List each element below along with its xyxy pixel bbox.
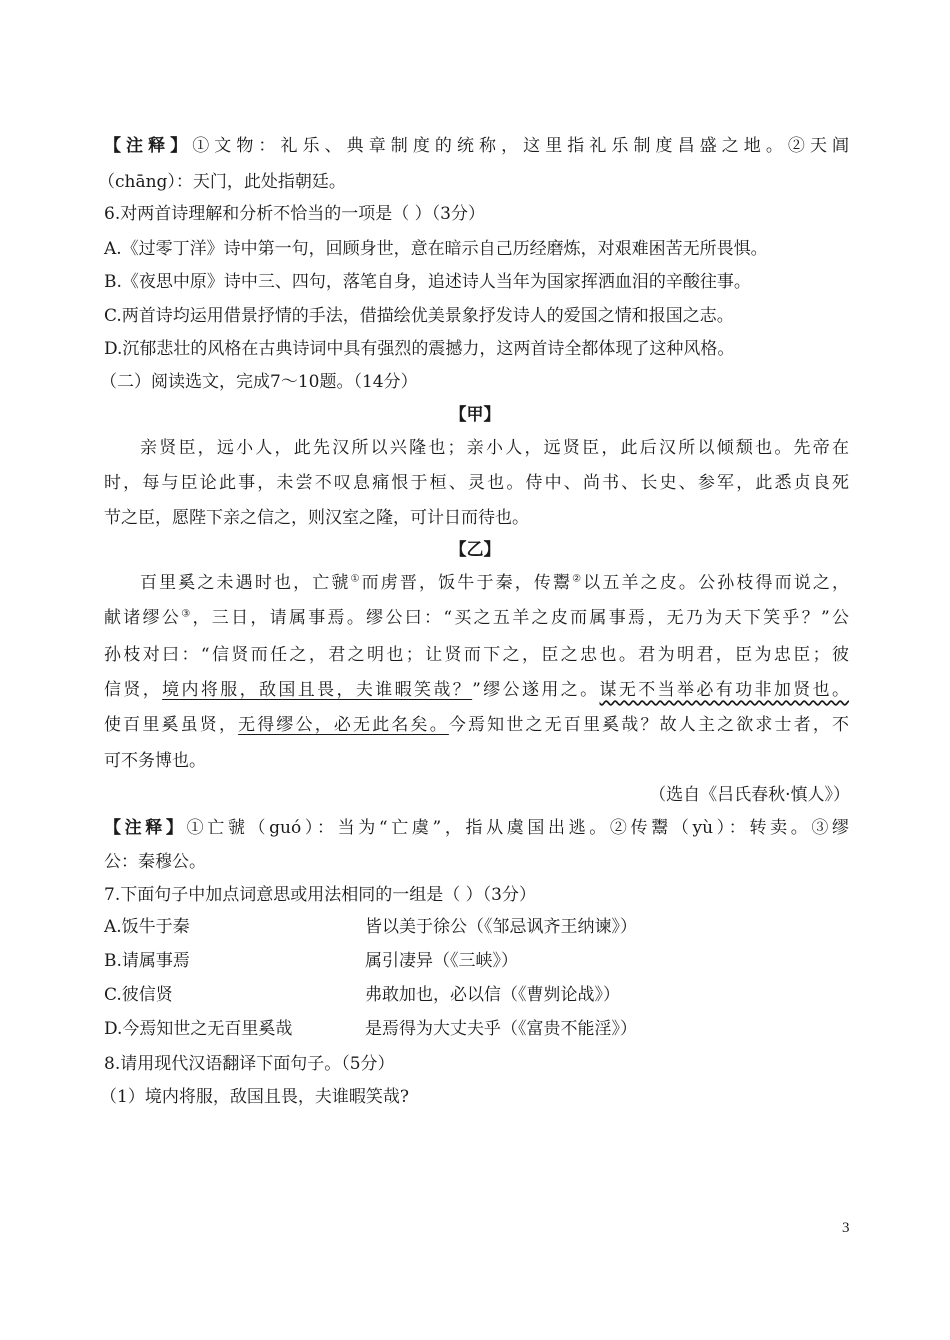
passage-jia-line-3: 节之臣，愿陛下亲之信之，则汉室之隆，可计日而待也。	[104, 508, 529, 528]
text-segment: 信贤，	[104, 680, 163, 700]
passage-yi-line-5	[104, 713, 849, 737]
passage-yi-line-3: 孙枝对曰：“信贤而任之，君之明也；让贤而下之，臣之忠也。君为明君，臣为忠臣；彼	[104, 645, 849, 665]
text-segment: 以五羊之皮。公孙枝得而说之，	[583, 573, 850, 593]
question-6-option-b: B.《夜思中原》诗中三、四句，落笔自身，追述诗人当年为国家挥洒血泪的辛酸往事。	[104, 272, 751, 292]
underlined-sentence: 无得缪公，必无此名矣。	[238, 715, 449, 735]
option-left: D.今焉知世之无百里奚哉	[104, 1019, 293, 1039]
question-7-option-a	[104, 915, 849, 939]
passage-yi-line-2	[104, 606, 849, 630]
question-6-option-a: A.《过零丁洋》诗中第一句，回顾身世，意在暗示自己历经磨炼，对艰难困苦无所畏惧。	[104, 239, 768, 259]
passage-yi-title: 【乙】	[449, 540, 501, 560]
question-7-option-d	[104, 1017, 849, 1041]
question-7-option-c	[104, 983, 849, 1007]
option-left: B.请属事焉	[104, 951, 190, 971]
note-1-line-1	[104, 134, 849, 158]
footnote-marker-3: ③	[181, 608, 193, 620]
passage-yi-line-6: 可不务博也。	[104, 751, 206, 771]
note-2-line-1	[104, 816, 849, 840]
option-left: A.饭牛于秦	[104, 917, 190, 937]
option-right: 是焉得为大丈夫乎（《富贵不能淫》）	[365, 1019, 637, 1039]
text-segment: ，三日，请属事焉。缪公曰：“买之五羊之皮而属事焉，无乃为天下笑乎？”公	[192, 608, 849, 628]
text-segment: 献诸缪公	[104, 608, 182, 628]
passage-source: （选自《吕氏春秋·慎人》）	[649, 785, 850, 805]
passage-jia-title: 【甲】	[449, 405, 501, 425]
section-2-heading: （二）阅读选文，完成7～10题。（14分）	[100, 372, 418, 392]
wavy-underlined-sentence: 谋无不当举必有功非加贤也。	[599, 680, 850, 700]
page-number: 3	[842, 1220, 850, 1236]
question-6-stem: 6.对两首诗理解和分析不恰当的一项是（ ）（3分）	[104, 204, 485, 224]
note-text: ①亡虢（guó）：当为“亡虞”，指从虞国出逃。②传鬻（yù）：转卖。③缪	[186, 818, 850, 838]
option-right: 皆以美于徐公（《邹忌讽齐王纳谏》）	[365, 917, 637, 937]
question-6-option-d: D.沉郁悲壮的风格在古典诗词中具有强烈的震撼力，这两首诗全都体现了这种风格。	[104, 339, 735, 359]
note-text: ①文物：礼乐、典章制度的统称，这里指礼乐制度昌盛之地。②天阊	[192, 136, 850, 156]
note-label: 【注释】	[104, 136, 193, 156]
passage-yi-line-4	[104, 678, 849, 702]
passage-jia-line-2: 时，每与臣论此事，未尝不叹息痛恨于桓、灵也。侍中、尚书、长史、参军，此悉贞良死	[104, 473, 849, 493]
footnote-marker-1: ①	[350, 573, 362, 585]
text-segment: 使百里奚虽贤，	[104, 715, 239, 735]
footnote-marker-2: ②	[572, 573, 584, 585]
option-right: 弗敢加也，必以信（《曹刿论战》）	[365, 985, 620, 1005]
text-segment: 今焉知世之无百里奚哉？故人主之欲求士者，不	[448, 715, 850, 735]
note-2-line-2: 公：秦穆公。	[104, 852, 206, 872]
option-right: 属引凄异（《三峡》）	[365, 951, 518, 971]
text-segment: 百里奚之未遇时也，亡虢	[140, 573, 351, 593]
question-8-stem: 8.请用现代汉语翻译下面句子。（5分）	[104, 1054, 395, 1074]
note-label: 【注释】	[104, 818, 187, 838]
note-1-line-2: （chāng）：天门，此处指朝廷。	[98, 172, 346, 192]
question-6-option-c: C.两首诗均运用借景抒情的手法，借描绘优美景象抒发诗人的爱国之情和报国之志。	[104, 306, 734, 326]
passage-yi-line-1	[140, 571, 849, 595]
passage-jia-line-1: 亲贤臣，远小人，此先汉所以兴隆也；亲小人，远贤臣，此后汉所以倾颓也。先帝在	[140, 438, 849, 458]
underlined-sentence: 境内将服，敌国且畏，夫谁暇笑哉？	[162, 680, 473, 700]
question-7-option-b	[104, 949, 849, 973]
question-8-item-1: （1）境内将服，敌国且畏，夫谁暇笑哉?	[100, 1087, 409, 1107]
option-left: C.彼信贤	[104, 985, 173, 1005]
question-7-stem: 7.下面句子中加点词意思或用法相同的一组是（ ）（3分）	[104, 885, 536, 905]
text-segment: ”缪公遂用之。	[472, 680, 600, 700]
text-segment: 而虏晋，饭牛于秦，传鬻	[361, 573, 573, 593]
